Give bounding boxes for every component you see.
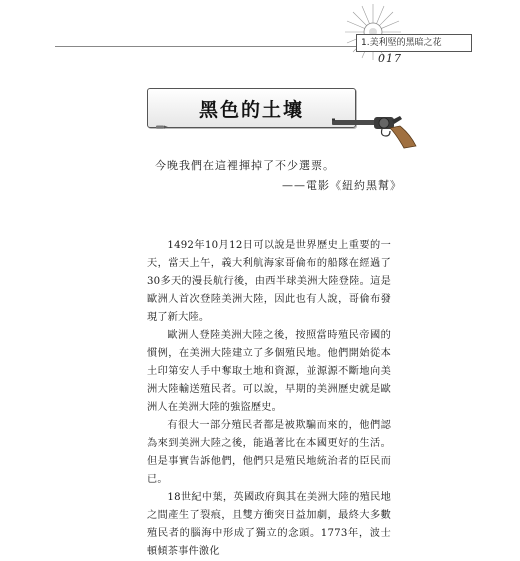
paragraph: 歐洲人登陸美洲大陸之後，按照當時殖民帝國的慣例，在美洲大陸建立了多個殖民地。他們開始從本土印第安人手中奪取土地和資源，並源源不斷地向美洲大陸輸送殖民者。可以說，早期的美洲歷史就是歐洲人在美洲大陸的強盜歷史。 (147, 330, 391, 413)
revolver-illustration (330, 112, 420, 152)
running-head: 1.美利堅的黑暗之花 (356, 34, 472, 52)
epigraph-source: ——電影《紐約黑幫》 (282, 179, 402, 192)
header-rule (55, 46, 385, 47)
page-number: 017 (378, 52, 402, 65)
chapter-title-box (147, 88, 356, 128)
epigraph-quote: 今晚我們在這裡揮掉了不少選票。 (155, 159, 335, 172)
bullet-ornament (156, 125, 168, 129)
body-text (147, 237, 391, 561)
chapter-title: 黑色的土壤 (198, 98, 304, 121)
paragraph: 有很大一部分殖民者都是被欺騙而來的，他們認為來到美洲大陸之後，能過著比在本國更好的生活。但是事實告訴他們，他們只是殖民地統治者的臣民而已。 (147, 420, 391, 485)
paragraph: 1492年10月12日可以說是世界歷史上重要的一天，當天上午，義大利航海家哥倫布的船隊在經過了30多天的漫長航行後，由西半球美洲大陸登陸。這是歐洲人首次登陸美洲大陸，因此也有人說，哥倫布發現了新大陸。 (147, 240, 391, 323)
paragraph: 18世紀中葉，英國政府與其在美洲大陸的殖民地之間產生了裂痕，且雙方衝突日益加劇，最終大多數殖民者的腦海中形成了獨立的念頭。1773年，波士頓傾茶事件激化 (147, 492, 391, 557)
